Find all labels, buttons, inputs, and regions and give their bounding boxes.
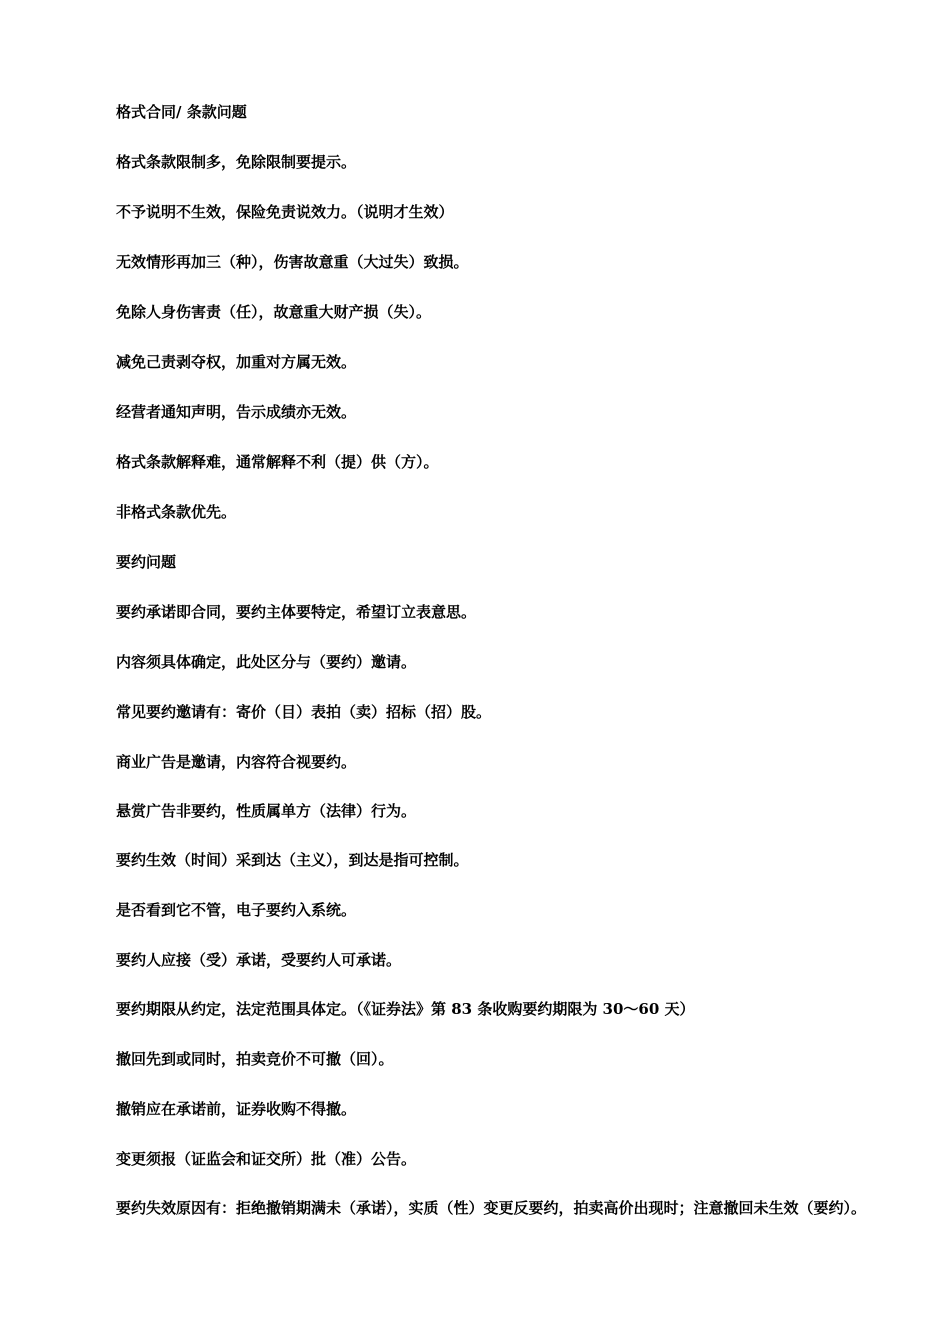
text-line: 要约承诺即合同，要约主体要特定，希望订立表意思。: [116, 603, 477, 621]
text-line: 是否看到它不管，电子要约入系统。: [116, 901, 357, 919]
text-line: 悬赏广告非要约，性质属单方（法律）行为。: [116, 802, 417, 820]
text-line: 非格式条款优先。: [116, 503, 237, 521]
text-line: 撤销应在承诺前，证券收购不得撤。: [116, 1100, 357, 1118]
text-paragraph: 要约失效原因有：拒绝撤销期满未（承诺），实质（性）变更反要约，拍卖高价出现时；注意撤回未生效（要约）。: [116, 1199, 867, 1217]
text-line: 格式条款限制多，免除限制要提示。: [116, 153, 357, 171]
heading-offer: 要约问题: [116, 553, 177, 571]
text-line: 无效情形再加三（种），伤害故意重（大过失）致损。: [116, 253, 469, 271]
text-line: 常见要约邀请有：寄价（目）表拍（卖）招标（招）股。: [116, 703, 492, 721]
text-line: 变更须报（证监会和证交所）批（准）公告。: [116, 1150, 417, 1168]
text-line: 要约期限从约定，法定范围具体定。（《证券法》第 83 条收购要约期限为 30～60 天）: [116, 1000, 695, 1018]
text-line: 撤回先到或同时，拍卖竞价不可撤（回）。: [116, 1050, 394, 1068]
text-line: 要约人应接（受）承诺，受要约人可承诺。: [116, 951, 402, 969]
text-line: 商业广告是邀请，内容符合视要约。: [116, 753, 357, 771]
text-line: 要约生效（时间）采到达（主义），到达是指可控制。: [116, 851, 469, 869]
text-line: 免除人身伤害责（任），故意重大财产损（失）。: [116, 303, 432, 321]
text-line: 不予说明不生效，保险免责说效力。（说明才生效）: [116, 203, 454, 221]
text-line: 格式条款解释难，通常解释不利（提）供（方）。: [116, 453, 439, 471]
text-line: 减免己责剥夺权，加重对方属无效。: [116, 353, 357, 371]
text-line: 经营者通知声明，告示成绩亦无效。: [116, 403, 357, 421]
heading-standard-contract: 格式合同/ 条款问题: [116, 103, 247, 121]
text-line: 内容须具体确定，此处区分与（要约）邀请。: [116, 653, 417, 671]
